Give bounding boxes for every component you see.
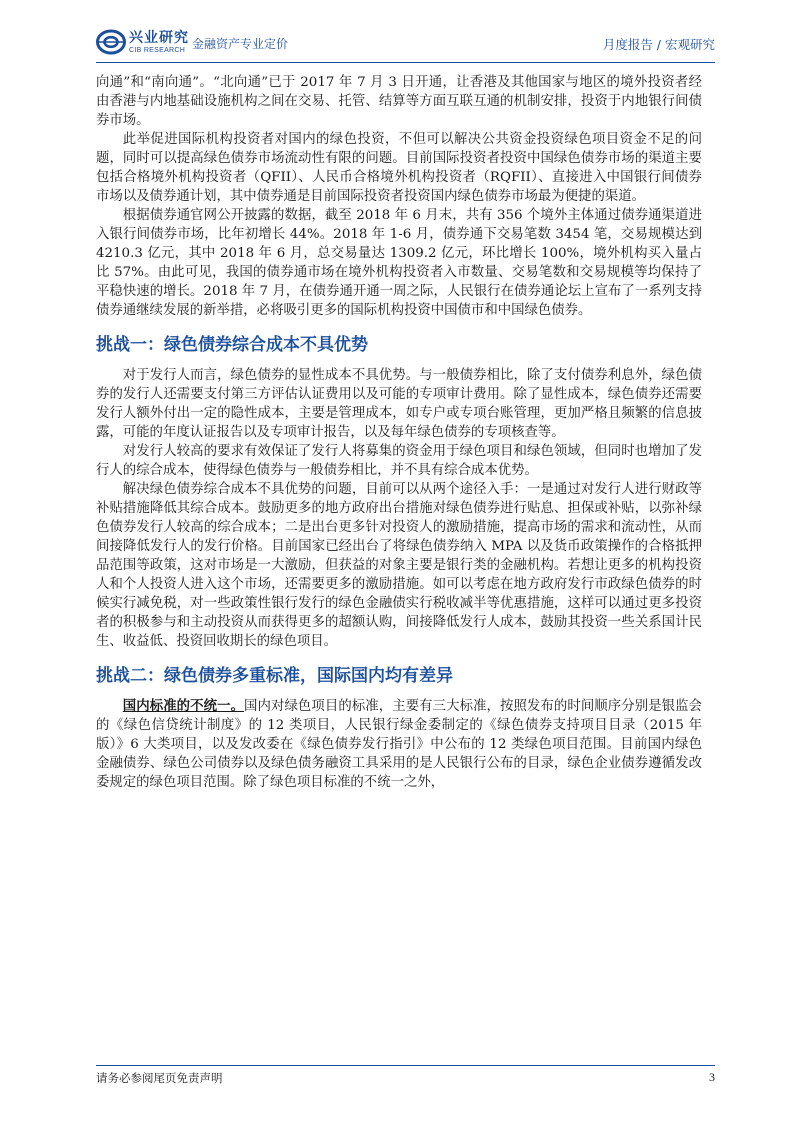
report-type: 月度报告 / 宏观研究 <box>602 37 715 52</box>
paragraph-international-investment: 此举促进国际机构投资者对国内的绿色投资，不但可以解决公共资金投资绿色项目资金不足的问题，同时可以提高绿色债券市场流动性有限的问题。目前国际投资者投资中国绿色债券市场的渠道主要包括合格境外机构投资者（QFII）、人民币合格境外机构投资者（RQFII）、直接进入中国银行间债券市场以及债券通计划，其中债券通是目前国际投资者投资国内绿色债券市场最为便捷的渠道。 <box>96 132 702 204</box>
paragraph-domestic-standards <box>96 697 702 792</box>
section-heading-challenge-two: 挑战二：绿色债券多重标准，国际国内均有差异 <box>96 666 453 686</box>
paragraph-solutions: 解决绿色债券综合成本不具优势的问题，目前可以从两个途径入手：一是通过对发行人进行财政等补贴措施降低其综合成本。鼓励更多的地方政府出台措施对绿色债券进行贴息、担保或补贴，以弥补绿色债券发行人较高的综合成本；二是出台更多针对投资人的激励措施，提高市场的需求和流动性，从而间接降低发行人的发行价格。目前国家已经出台了将绿色债券纳入 MPA 以及货币政策操作的合格抵押品范围等政策，这对市场是一大激励，但获益的对象主要是银行类的金融机构。若想让更多的机构投资人和个人投资人进入这个市场，还需要更多的激励措施。如可以考虑在地方政府发行市政绿色债券的时候实行减免税，对一些政策性银行发行的绿色金融债实行税收减半等优惠措施，这样可以通过更多投资者的积极参与和主动投资从而获得更多的超额认购，间接降低发行人成本，鼓励其投资一些关系国计民生、收益低、投资回收期长的绿色项目。 <box>96 482 702 649</box>
page-number: 3 <box>709 1070 715 1084</box>
paragraph-cost-disadvantage: 对发行人较高的要求有效保证了发行人将募集的资金用于绿色项目和绿色领域，但同时也增加了发行人的综合成本，使得绿色债券与一般债券相比，并不具有综合成本优势。 <box>96 444 702 478</box>
header-tagline: 金融资产专业定价 <box>192 37 289 51</box>
header-divider <box>96 62 715 63</box>
cib-logo-icon <box>96 27 126 57</box>
section-heading-challenge-one: 挑战一：绿色债券综合成本不具优势 <box>96 335 368 355</box>
document-body <box>96 73 702 792</box>
paragraph-lead-phrase: 国内标准的不统一。 <box>122 698 245 714</box>
paragraph-bond-connect-data: 根据债券通官网公开披露的数据，截至 2018 年 6 月末，共有 356 个境外主体通过债券通渠道进入银行间债券市场，比年初增长 44%。2018 年 1-6 月，债券通下交易笔数 3454 笔，交易规模达到 4210.3 亿元，其中 2018 年 6 月，总交易量达 1309.2 亿元，环比增长 100%，境外机构买入量占比 57%。由此可见，我国的债券通市场在境外机构投资者入市数量、交易笔数和交易规模等均保持了平稳快速的增长。2018 年 7 月，在债券通开通一周之际，人民银行在债券通论坛上宣布了一系列支持债券通继续发展的新举措，必将吸引更多的国际机构投资中国债市和中国绿色债券。 <box>96 208 702 318</box>
footer-disclaimer[interactable]: 请务必参阅尾页免责声明 <box>96 1071 223 1085</box>
logo-english-name: CIB RESEARCH <box>129 46 186 54</box>
logo-chinese-name: 兴业研究 <box>129 29 189 46</box>
paragraph-explicit-cost: 对于发行人而言，绿色债券的显性成本不具优势。与一般债券相比，除了支付债券利息外，绿色债券的发行人还需要支付第三方评估认证费用以及可能的专项审计费用。除了显性成本，绿色债券还需要发行人额外付出一定的隐性成本，主要是管理成本，如专户或专项台账管理，更加严格且频繁的信息披露，可能的年度认证报告以及专项审计报告，以及每年绿色债券的专项核查等。 <box>96 368 702 440</box>
footer-divider <box>96 1065 715 1066</box>
cib-research-logo[interactable] <box>96 27 189 57</box>
paragraph-bond-connect-intro: 向通”和“南向通”。“北向通”已于 2017 年 7 月 3 日开通，让香港及其他国家与地区的境外投资者经由香港与内地基础设施机构之间在交易、托管、结算等方面互联互通的机制安排，投资于内地银行间债券市场。 <box>96 75 702 128</box>
page-header <box>96 26 715 62</box>
paragraph-domestic-standards-text: 国内对绿色项目的标准，主要有三大标准，按照发布的时间顺序分别是银监会的《绿色信贷统计制度》的 12 类项目，人民银行绿金委制定的《绿色债券支持项目目录（2015 年版）》6 大类项目，以及发改委在《绿色债券发行指引》中公布的 12 类绿色项目范围。目前国内绿色金融债券、绿色公司债券以及绿色债务融资工具采用的是人民银行公布的目录，绿色企业债券遵循发改委规定的绿色项目范围。除了绿色项目标准的不统一之外， <box>96 699 703 790</box>
